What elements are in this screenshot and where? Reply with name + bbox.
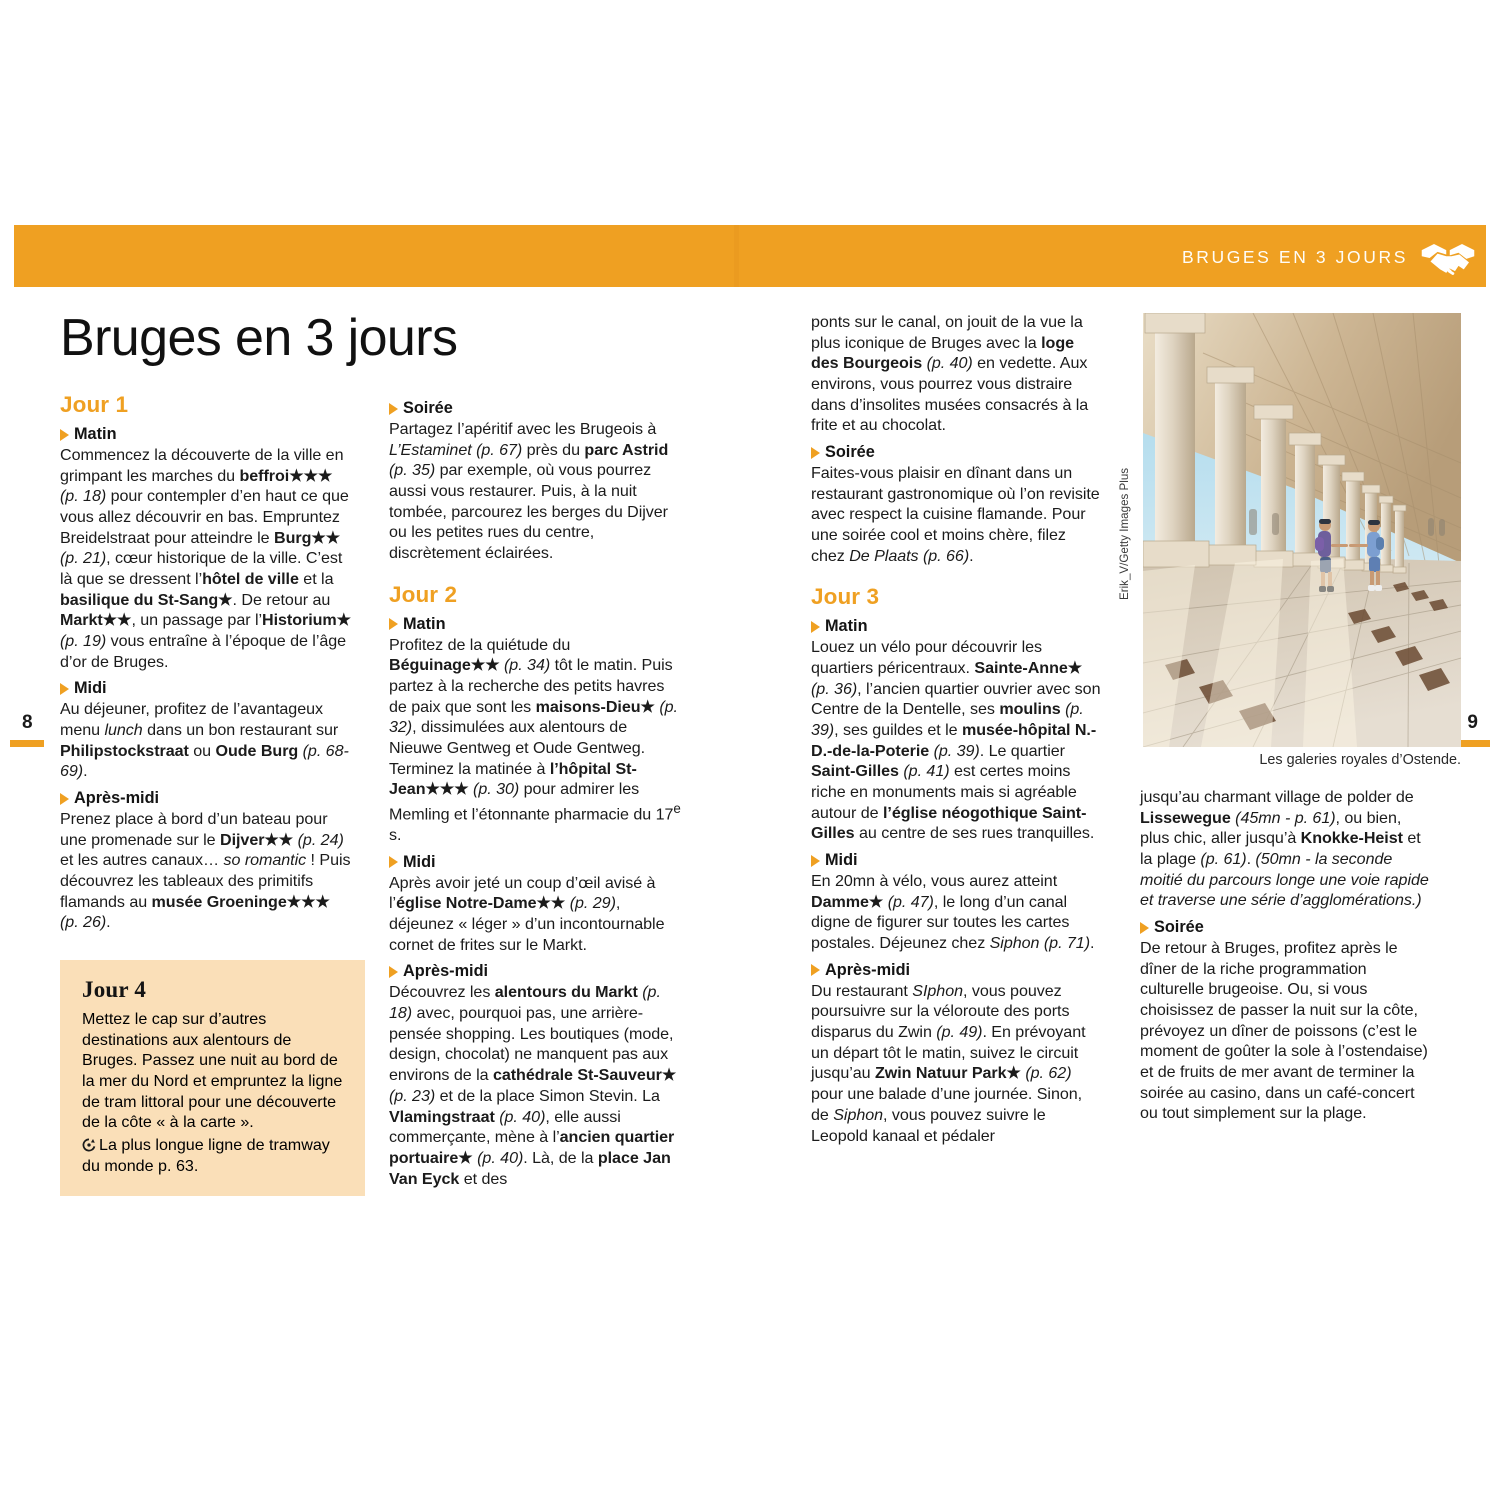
slot-label: Soirée (825, 443, 875, 462)
jour4-body: Mettez le cap sur d’autres destinations aux alentours de Bruges. Passez une nuit au bord de la mer du Nord et empruntez la ligne de tram littoral pour une découverte de la côte « à la carte ». (82, 1010, 343, 1132)
jour2-matin-text: Profitez de la quiétude du Béguinage★★ (p. 34) tôt le matin. Puis partez à la recherche des petits havres de paix que sont les maisons-Dieu★ (p. 32), dissimulées aux alentours de Nieuwe Gentweg et Oude Gentweg. Terminez la matinée à l’hôpital St-Jean★★★ (p. 30) pour admirer les Memling et l’étonnante pharmacie du 17e s. (389, 635, 681, 845)
jour2-apresmidi-text: Découvrez les alentours du Markt (p. 18) avec, pourquoi pas, une arrière-pensée shopping. Les boutiques (mode, design, chocolat) ne manquent pas aux environs de la cathédrale St-Sauveur★ (p. 23) et de la place Simon Stevin. La Vlamingstraat (p. 40), elle aussi commerçante, mène à l’ancien quartier portuaire★ (p. 40). Là, de la place Jan Van Eyck et des (389, 983, 677, 1188)
triangle-bullet-icon (60, 429, 69, 441)
slot-label: Midi (825, 851, 858, 870)
photo-credit: Erik_V/Getty Images Plus (1118, 467, 1131, 600)
jour4-reference-text: La plus longue ligne de tramway du monde p. 63. (82, 1136, 330, 1175)
folio-left: 8 (22, 712, 33, 733)
jour3-midi-text: En 20mn à vélo, vous aurez atteint Damme★ (p. 47), le long d’un canal digne de figurer sur toutes les cartes postales. Déjeunez chez Siphon (p. 71). (811, 872, 1095, 953)
jour1-apresmidi-text: Prenez place à bord d’un bateau pour une promenade sur le Dijver★★ (p. 24) et les autres canaux… so romantic ! Puis découvrez les tableaux des primitifs flamands au musée Groeninge★★★ (p. 26). (60, 810, 351, 932)
jour4-title: Jour 4 (82, 977, 147, 1002)
column-4 (1140, 787, 1432, 1124)
slot-heading-midi-j2 (389, 853, 681, 872)
photo-colonnade (1143, 313, 1461, 747)
slot-label: Matin (825, 617, 868, 636)
triangle-bullet-icon (389, 966, 398, 978)
slot-heading-matin-j2 (389, 615, 681, 634)
slot-heading-apresmidi-j3 (811, 961, 1103, 980)
column-1 (60, 392, 352, 933)
triangle-bullet-icon (811, 964, 820, 976)
folio-left-rule (10, 740, 44, 747)
slot-label: Après-midi (403, 962, 489, 981)
clock-arrow-icon (82, 1138, 96, 1152)
slot-heading-matin-j1 (60, 425, 352, 444)
slot-label: Soirée (1154, 918, 1204, 937)
jour3-apresmidi-text: Du restaurant SIphon, vous pouvez poursuivre sur la véloroute des ports disparus du Zwin (p. 49). En prévoyant un départ tôt le matin, suivez le circuit jusqu’au Zwin Natuur Park★ (p. 62) pour une balade d’une journée. Sinon, de Siphon, vous pouvez suivre le Leopold kanaal et pédaler (811, 981, 1086, 1145)
slot-label: Après-midi (74, 789, 160, 808)
photo-caption: Les galeries royales d’Ostende. (1259, 752, 1461, 768)
jour2-midi-text: Après avoir jeté un coup d’œil avisé à l’église Notre-Dame★★ (p. 29), déjeunez « léger » d’un incontournable cornet de frites sur le Markt. (389, 873, 665, 954)
header-gutter (734, 225, 739, 287)
jour4-callout-box (60, 960, 365, 1196)
slot-label: Après-midi (825, 960, 911, 979)
jour1-matin-text: Commencez la découverte de la ville en grimpant les marches du beffroi★★★ (p. 18) pour contempler d’en haut ce que vous allez découvrir en bas. Empruntez Breidelstraat pour atteindre le Burg★★ (p. 21), cœur historique de la ville. C’est là que se dressent l’hôtel de ville et la basilique du St-Sang★. De retour au Markt★★, un passage par l’Historium★ (p. 19) vous entraîne à l’époque de l’âge d’or de Bruges. (60, 446, 352, 671)
column-3 (811, 312, 1103, 1146)
slot-heading-apresmidi-j2 (389, 962, 681, 981)
slot-label: Midi (74, 679, 107, 698)
header-title: BRUGES EN 3 JOURS (1181, 247, 1408, 267)
jour1-midi-text: Au déjeuner, profitez de l’avantageux menu lunch dans un bon restaurant sur Philipstockstraat ou Oude Burg (p. 68-69). (60, 700, 349, 781)
slot-label: Midi (403, 852, 436, 871)
jour3-soiree-text: De retour à Bruges, profitez après le dîner de la riche programmation culturelle brugeoise. Ou, si vous choisissez de passer la nuit sur la côte, prévoyez un dîner de poissons (c’est le moment de goûter la sole à l’ostendaise) et de fruits de mer avant de terminer la soirée au casino, dans un café-concert ou tout simplement sur la plage. (1140, 939, 1428, 1123)
slot-heading-soiree-j3 (1140, 918, 1432, 937)
triangle-bullet-icon (389, 618, 398, 630)
folio-right-rule (1456, 740, 1490, 747)
photo-image (1143, 313, 1461, 747)
triangle-bullet-icon (389, 403, 398, 415)
triangle-bullet-icon (389, 856, 398, 868)
day-heading-jour1: Jour 1 (60, 392, 129, 417)
slot-heading-apresmidi-j1 (60, 789, 352, 808)
column-2 (389, 392, 681, 1189)
folio-right: 9 (1467, 712, 1478, 733)
slot-heading-midi-j3 (811, 851, 1103, 870)
slot-heading-midi-j1 (60, 679, 352, 698)
slot-label: Matin (74, 425, 117, 443)
day-heading-jour3: Jour 3 (811, 584, 880, 610)
jour2-apresmidi-continuation: ponts sur le canal, on jouit de la vue la plus iconique de Bruges avec la loge des Bourgeois (p. 40) en vedette. Aux environs, vous pourrez vous distraire dans d’insolites musées consacrés à la frite et au chocolat. (811, 313, 1089, 435)
slot-label: Soirée (403, 399, 453, 417)
triangle-bullet-icon (811, 621, 820, 633)
slot-label: Matin (403, 614, 446, 633)
jour3-matin-text: Louez un vélo pour découvrir les quartiers péricentraux. Sainte-Anne★ (p. 36), l’ancien quartier ouvrier avec son Centre de la Dentelle, ses moulins (p. 39), ses guildes et le musée-hôpital N.-D.-de-la-Poterie (p. 39). Le quartier Saint-Gilles (p. 41) est certes moins riche en monuments mais si agréable autour de l’église néogothique Saint-Gilles au centre de ses rues tranquilles. (811, 638, 1101, 843)
triangle-bullet-icon (60, 683, 69, 695)
slot-heading-soiree-j2 (811, 443, 1103, 462)
jour3-apresmidi-continuation: jusqu’au charmant village de polder de Lissewegue (45mn - p. 61), ou bien, plus chic, aller jusqu’à Knokke-Heist et la plage (p. 61). (50mn - la seconde moitié du parcours longe une voie rapide et traverse une série d’agglomérations.) (1140, 788, 1429, 910)
triangle-bullet-icon (811, 447, 820, 459)
triangle-bullet-icon (60, 793, 69, 805)
jour4-reference (82, 1135, 346, 1176)
slot-heading-matin-j3 (811, 617, 1103, 636)
jour2-soiree-text: Faites-vous plaisir en dînant dans un restaurant gastronomique où l’on revisite avec respect la cuisine flamande. Pour une soirée cool et moins chère, filez chez De Plaats (p. 66). (811, 464, 1100, 565)
day-heading-jour2: Jour 2 (389, 581, 458, 607)
page-title: Bruges en 3 jours (60, 309, 458, 367)
handshake-icon (1420, 238, 1476, 278)
triangle-bullet-icon (811, 855, 820, 867)
triangle-bullet-icon (1140, 922, 1149, 934)
slot-heading-soiree-j1 (389, 399, 681, 418)
jour1-soiree-text: Partagez l’apéritif avec les Brugeois à L’Estaminet (p. 67) près du parc Astrid (p. 35) par exemple, où vous pourrez aussi vous restaurer. Puis, à la nuit tombée, parcourez les berges du Dijver ou les petites rues du centre, discrètement éclairées. (389, 420, 669, 563)
